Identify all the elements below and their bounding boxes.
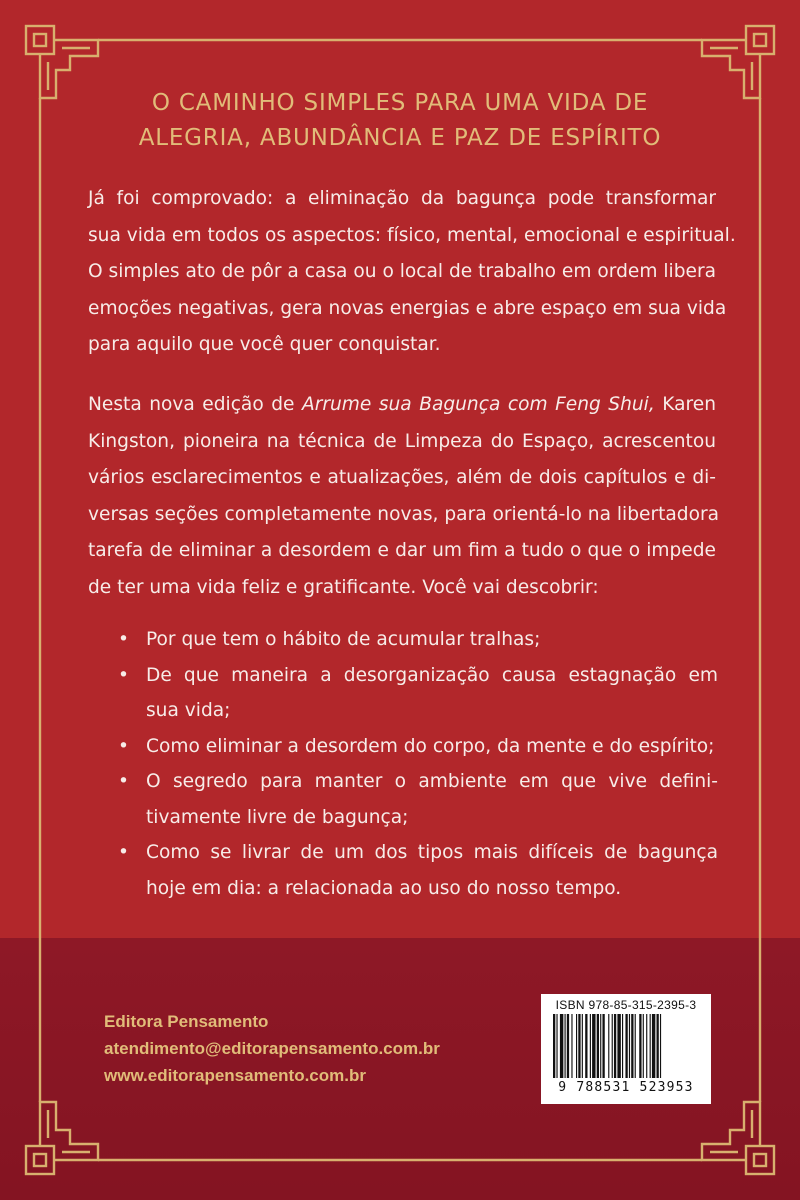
publisher-info bbox=[104, 1008, 440, 1089]
list-item bbox=[118, 764, 718, 835]
paragraph-line: de ter uma vida feliz e gratificante. Você vai descobrir: bbox=[88, 576, 599, 598]
bullet-icon: • bbox=[118, 842, 129, 863]
paragraph-line bbox=[88, 387, 716, 424]
bullet-icon: • bbox=[118, 771, 129, 792]
list-item bbox=[118, 622, 718, 658]
paragraph-line: vários esclarecimentos e atualizações, além de dois capítulos e di- bbox=[88, 467, 716, 488]
headline bbox=[40, 86, 760, 156]
list-item-text: O segredo para manter o ambiente em que vive defini- bbox=[146, 771, 718, 792]
publisher-website: www.editorapensamento.com.br bbox=[104, 1066, 366, 1085]
paragraph-line: emoções negativas, gera novas energias e abre espaço em sua vida bbox=[88, 297, 727, 319]
edition-paragraph bbox=[88, 387, 719, 606]
list-item bbox=[118, 729, 718, 765]
bullet-icon: • bbox=[118, 664, 129, 686]
list-item bbox=[118, 658, 718, 729]
paragraph-line: tarefa de eliminar a desordem e dar um fim a tudo o que o impede bbox=[88, 540, 716, 561]
book-title: Arrume sua Bagunça com Feng Shui, bbox=[301, 394, 655, 415]
list-item-text: De que maneira a desorganização causa estagnação em bbox=[146, 664, 718, 686]
paragraph-text: Nesta nova edição de bbox=[88, 394, 302, 415]
barcode-digits: 9 788531 523953 bbox=[558, 1080, 694, 1095]
list-item-text: tivamente livre de bagunça; bbox=[146, 806, 409, 828]
paragraph-line: para aquilo que você quer conquistar. bbox=[88, 334, 441, 355]
paragraph-text: Karen bbox=[654, 394, 716, 415]
list-item-text: hoje em dia: a relacionada ao uso do nosso tempo. bbox=[146, 877, 622, 899]
headline-line-1: O CAMINHO SIMPLES PARA UMA VIDA DE bbox=[151, 90, 649, 116]
bullet-icon: • bbox=[118, 735, 129, 757]
bullet-icon: • bbox=[118, 629, 129, 650]
paragraph-line: Kingston, pioneira na técnica de Limpeza do Espaço, acrescentou bbox=[88, 430, 716, 452]
isbn-barcode bbox=[541, 994, 711, 1104]
corner-ornament-bottom-left-icon bbox=[26, 1102, 98, 1174]
bullet-list bbox=[118, 622, 718, 906]
intro-paragraph bbox=[88, 181, 736, 364]
isbn-label: ISBN 978-85-315-2395-3 bbox=[555, 998, 697, 1012]
headline-line-2: ALEGRIA, ABUNDÂNCIA E PAZ DE ESPÍRITO bbox=[138, 125, 662, 151]
list-item-text: sua vida; bbox=[146, 700, 231, 721]
corner-ornament-bottom-right-icon bbox=[702, 1102, 774, 1174]
paragraph-line: O simples ato de pôr a casa ou o local de trabalho em ordem libera bbox=[88, 261, 716, 282]
list-item-text: Por que tem o hábito de acumular tralhas; bbox=[146, 629, 541, 650]
publisher-email: atendimento@editorapensamento.com.br bbox=[104, 1039, 440, 1058]
paragraph-line: versas seções completamente novas, para orientá-lo na libertadora bbox=[88, 503, 719, 525]
list-item-text: Como eliminar a desordem do corpo, da mente e do espírito; bbox=[146, 735, 715, 757]
list-item-text: Como se livrar de um dos tipos mais difíceis de bagunça bbox=[146, 842, 718, 863]
paragraph-line: sua vida em todos os aspectos: físico, mental, emocional e espiritual. bbox=[88, 224, 736, 246]
list-item bbox=[118, 835, 718, 906]
publisher-name: Editora Pensamento bbox=[104, 1012, 269, 1031]
paragraph-line: Já foi comprovado: a eliminação da bagunça pode transformar bbox=[88, 188, 716, 209]
